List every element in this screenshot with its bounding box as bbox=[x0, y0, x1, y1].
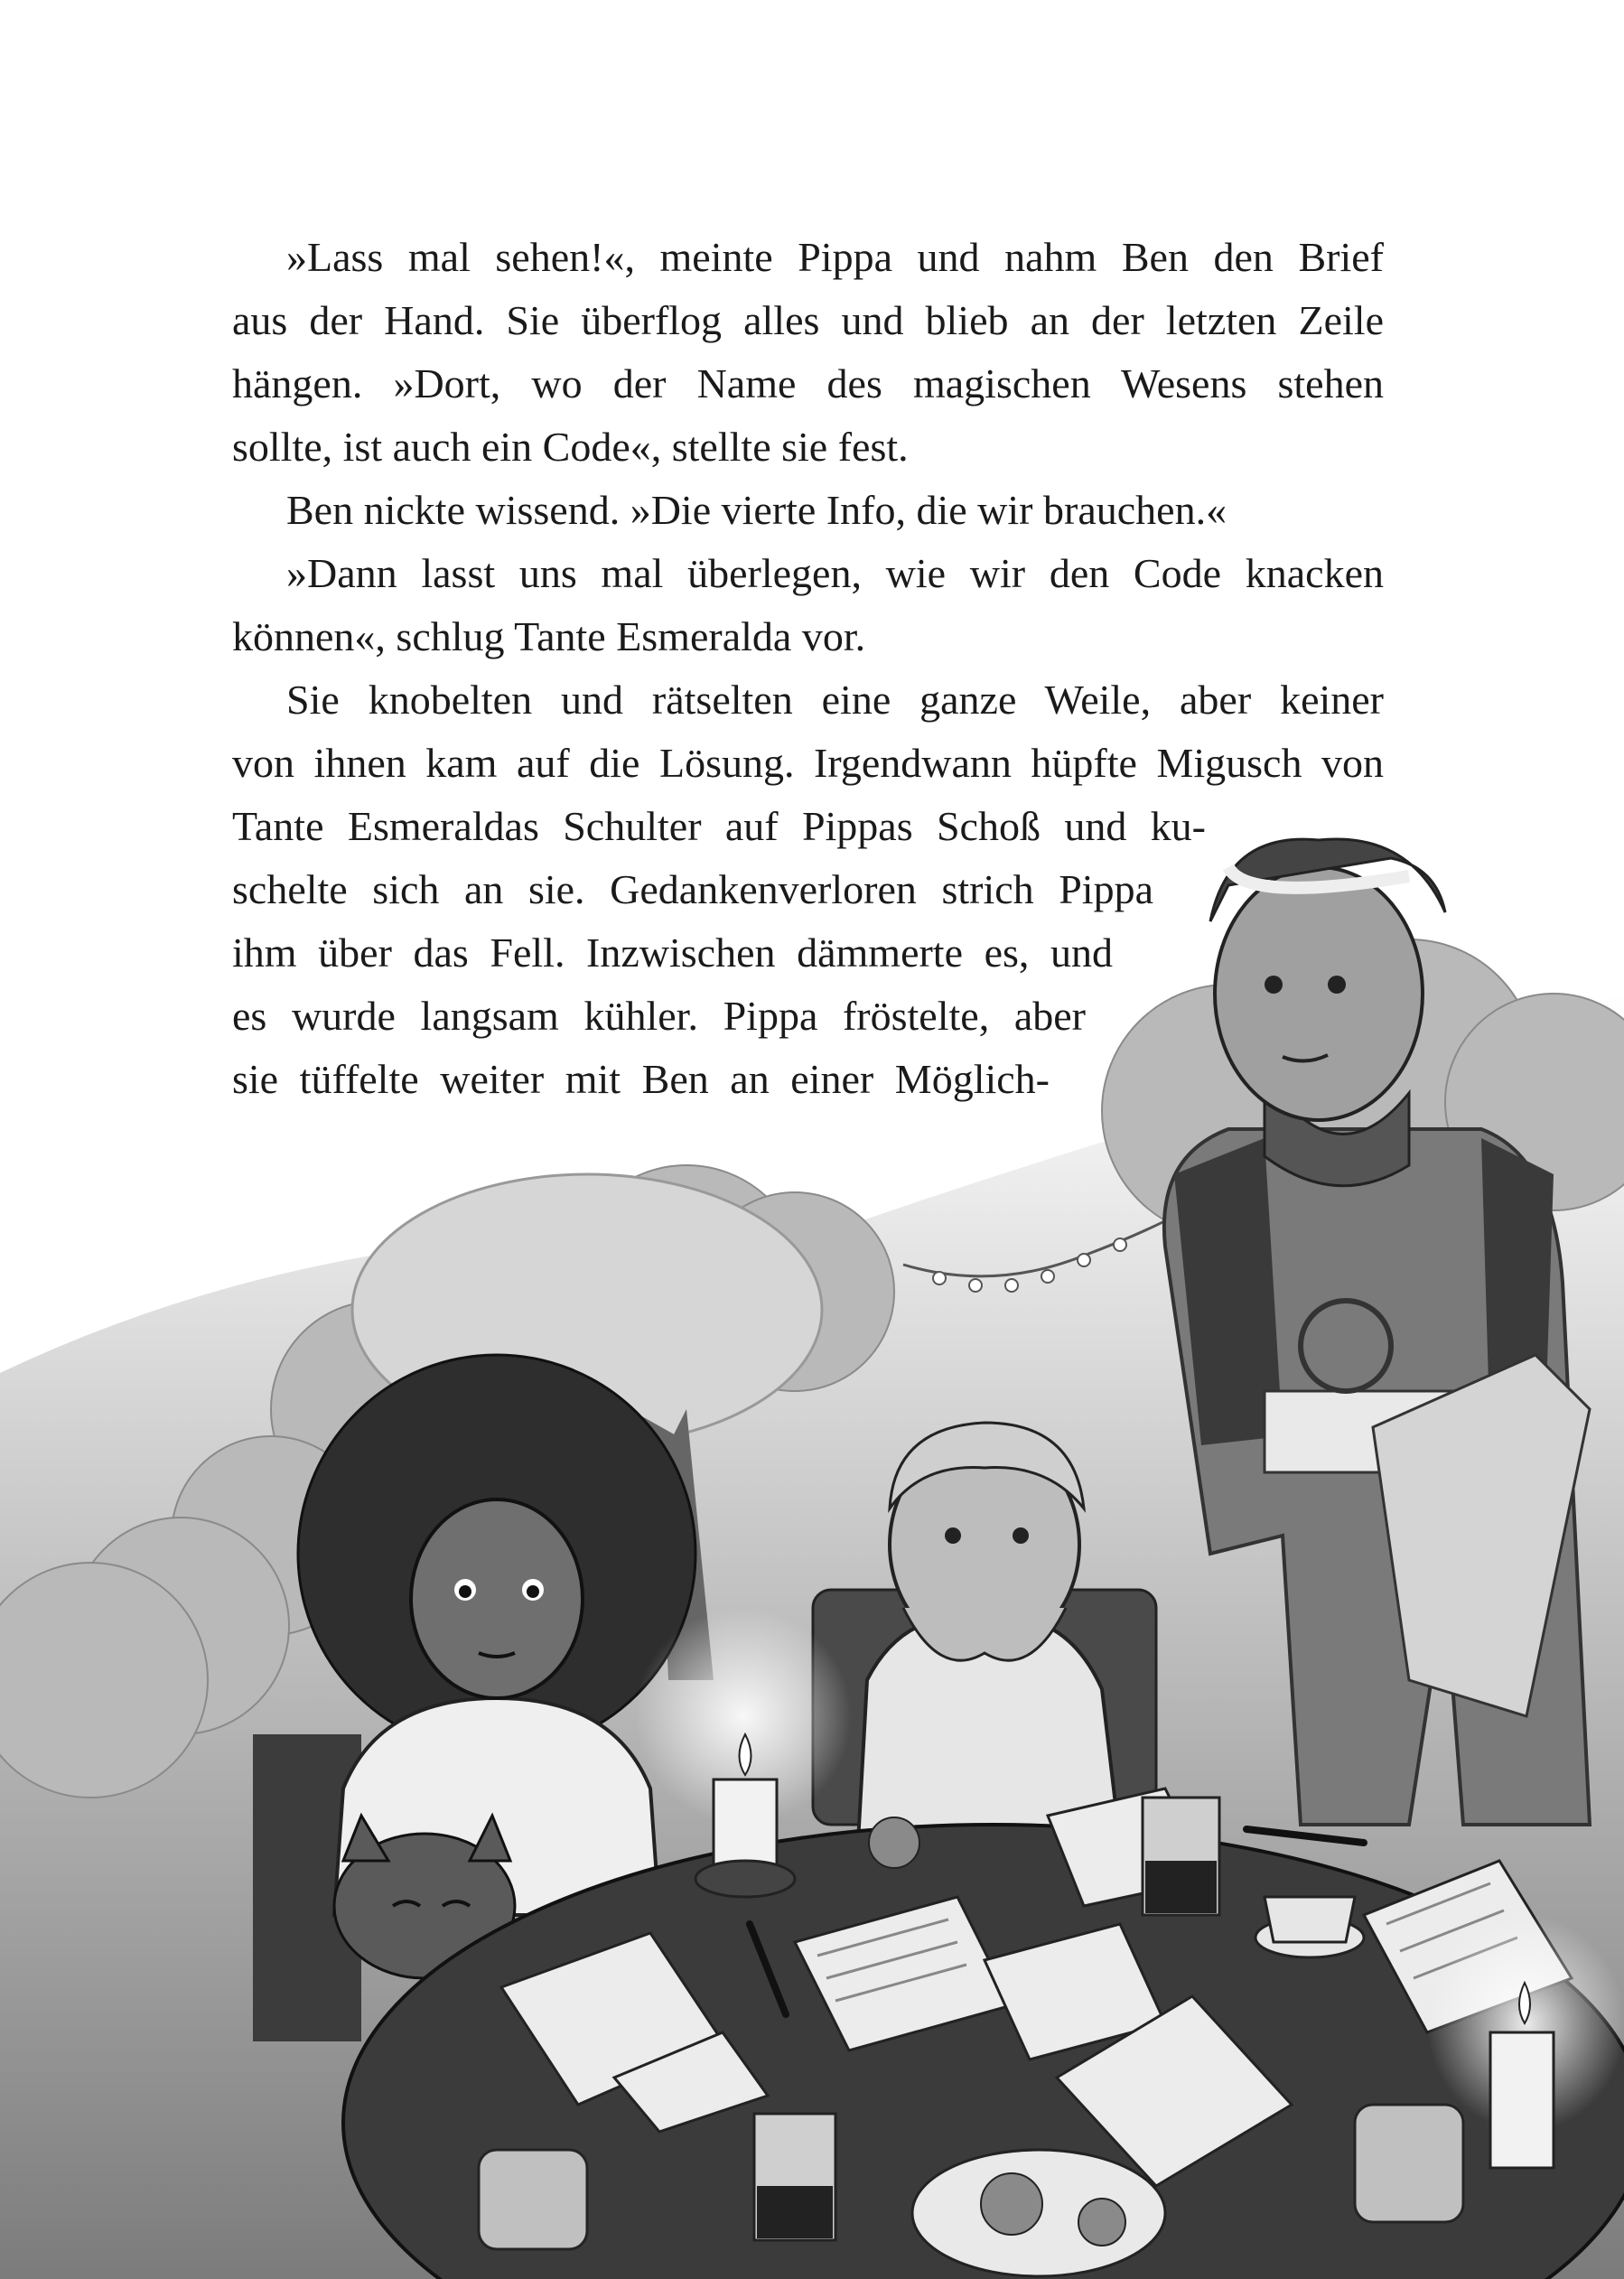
paragraph-1-line-3: hängen. »Dort, wo der Name des magischen Wesens stehen bbox=[232, 360, 1384, 406]
paragraph-4-line-4: schelte sich an sie. Gedankenverloren strich Pippa bbox=[232, 866, 1153, 912]
paragraph-1-line-4: sollte, ist auch ein Code«, stellte sie fest. bbox=[232, 424, 909, 470]
paragraph-4-line-2: von ihnen kam auf die Lösung. Irgendwann hüpfte Migusch von bbox=[232, 740, 1384, 786]
paragraph-4-line-1: Sie knobelten und rätselten eine ganze Weile, aber keiner bbox=[286, 677, 1384, 723]
paragraph-1-line-1: »Lass mal sehen!«, meinte Pippa und nahm Ben den Brief bbox=[286, 234, 1384, 280]
paragraph-4-line-5: ihm über das Fell. Inzwischen dämmerte es, und bbox=[232, 929, 1113, 976]
paragraph-3-line-2: können«, schlug Tante Esmeralda vor. bbox=[232, 613, 866, 659]
paragraph-1-line-2: aus der Hand. Sie überflog alles und blieb an der letzten Zeile bbox=[232, 297, 1384, 343]
paragraph-2-line-1: Ben nickte wissend. »Die vierte Info, die wir brauchen.« bbox=[286, 487, 1227, 533]
paragraph-4-line-6: es wurde langsam kühler. Pippa fröstelte, aber bbox=[232, 993, 1086, 1039]
paragraph-4-line-7: sie tüffelte weiter mit Ben an einer Möglich- bbox=[232, 1056, 1050, 1102]
story-text bbox=[232, 226, 1384, 1111]
paragraph-4-line-3: Tante Esmeraldas Schulter auf Pippas Schoß und ku- bbox=[232, 803, 1206, 849]
paragraph-3-line-1: »Dann lasst uns mal überlegen, wie wir den Code knacken bbox=[286, 550, 1384, 596]
